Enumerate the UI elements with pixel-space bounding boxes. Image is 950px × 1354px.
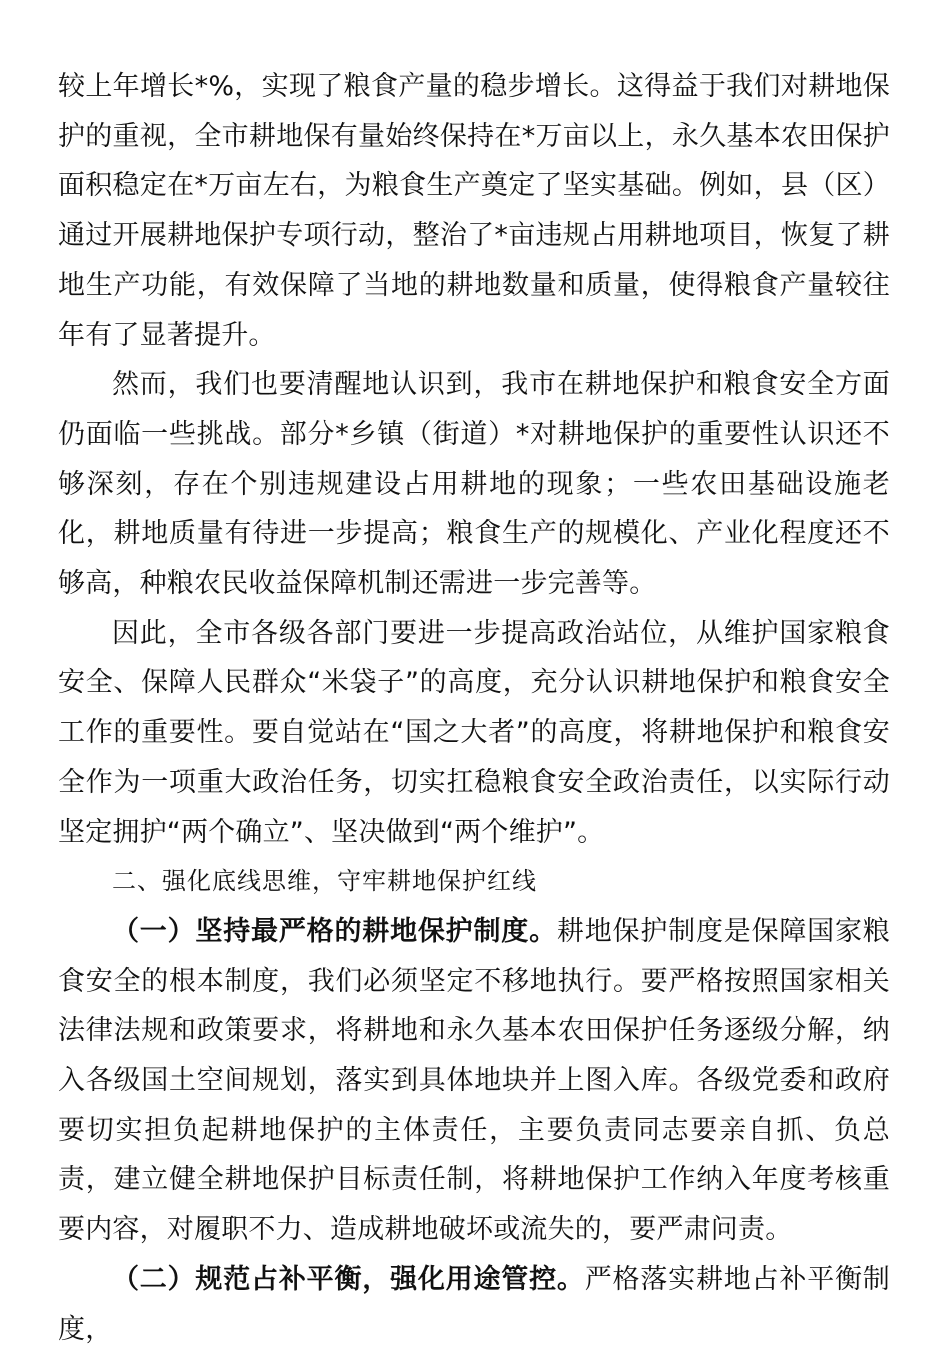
subsection-one [58, 907, 890, 1255]
subsection-two-title: （二）规范占补平衡，强化用途管控。 [112, 1263, 585, 1295]
paragraph-political-stance: 因此，全市各级各部门要进一步提高政治站位，从维护国家粮食安全、保障人民群众“米袋子”的高度，充分认识耕地保护和粮食安全工作的重要性。要自觉站在“国之大者”的高度，将耕地保护和粮食安全作为一项重大政治任务，切实扛稳粮食安全政治责任，以实际行动坚定拥护“两个确立”、坚决做到“两个维护”。 [58, 617, 890, 848]
subsection-two-text: 严格落实耕地占补平衡制度， [58, 1263, 891, 1345]
subsection-two [58, 1255, 890, 1354]
paragraph-challenges: 然而，我们也要清醒地认识到，我市在耕地保护和粮食安全方面仍面临一些挑战。部分*乡镇（街道）*对耕地保护的重要性认识还不够深刻，存在个别违规建设占用耕地的现象；一些农田基础设施老化，耕地质量有待进一步提高；粮食生产的规模化、产业化程度还不够高，种粮农民收益保障机制还需进一步完善等。 [58, 369, 890, 600]
subsection-one-title: （一）坚持最严格的耕地保护制度。 [112, 915, 557, 947]
section-heading-two: 二、强化底线思维，守牢耕地保护红线 [112, 867, 537, 896]
document-page [58, 62, 890, 1354]
subsection-one-text: 耕地保护制度是保障国家粮食安全的根本制度，我们必须坚定不移地执行。要严格按照国家相关法律法规和政策要求，将耕地和永久基本农田保护任务逐级分解，纳入各级国土空间规划，落实到具体地块并上图入库。各级党委和政府要切实担负起耕地保护的主体责任，主要负责同志要亲自抓、负总责，建立健全耕地保护目标责任制，将耕地保护工作纳入年度考核重要内容，对履职不力、造成耕地破坏或流失的，要严肃问责。 [58, 915, 890, 1246]
paragraph-grain-output-growth: 较上年增长*%，实现了粮食产量的稳步增长。这得益于我们对耕地保护的重视，全市耕地保有量始终保持在*万亩以上，永久基本农田保护面积稳定在*万亩左右，为粮食生产奠定了坚实基础。例如，县（区）通过开展耕地保护专项行动，整治了*亩违规占用耕地项目，恢复了耕地生产功能，有效保障了当地的耕地数量和质量，使得粮食产量较往年有了显著提升。 [58, 71, 890, 351]
